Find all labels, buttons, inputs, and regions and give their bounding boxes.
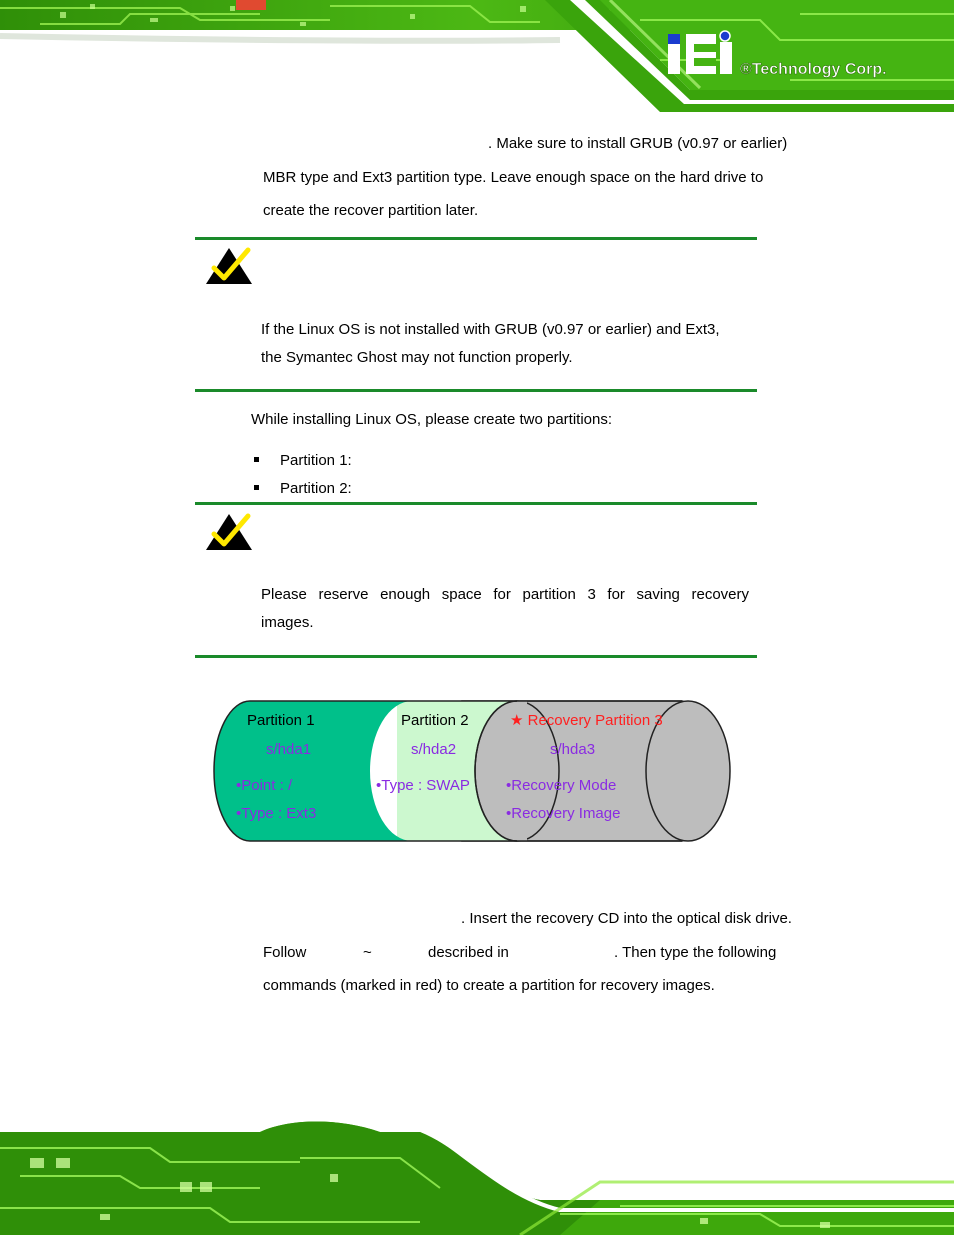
note2-line-2: images. (261, 614, 314, 631)
partition-3-device: s/hda3 (550, 741, 596, 758)
step-line-2-then: . Then type the following (614, 944, 777, 961)
partition-3-mode: •Recovery Mode (506, 777, 617, 794)
step-line-2-follow: Follow (263, 944, 307, 961)
iei-logo (668, 31, 732, 74)
step-line-3: commands (marked in red) to create a partition for recovery images. (263, 977, 715, 994)
intro-line-2: MBR type and Ext3 partition type. Leave enough space on the hard drive to (263, 169, 764, 186)
note-top-rule (195, 502, 757, 505)
partition-2-title: Partition 2 (401, 712, 469, 729)
note1-line-1: If the Linux OS is not installed with GRUB (v0.97 or earlier) and Ext3, (261, 321, 720, 338)
bullet-marker (254, 485, 259, 490)
footer-banner (0, 1118, 954, 1235)
step-line-1: . Insert the recovery CD into the optical disk drive. (461, 910, 792, 927)
note-check-icon (204, 246, 254, 286)
partition-1-type: •Type : Ext3 (236, 805, 317, 822)
partition-3-title: ★ Recovery Partition 3 (510, 712, 663, 729)
partition-1-device: s/hda1 (266, 741, 312, 758)
partition-3-image: •Recovery Image (506, 805, 621, 822)
list-item-partition-1: Partition 1: (280, 452, 352, 469)
circuit-board-header-image (0, 0, 954, 112)
partitions-intro: While installing Linux OS, please create two partitions: (251, 411, 613, 428)
note-check-icon (204, 512, 254, 552)
circuit-board-footer-image (0, 1118, 954, 1235)
header-banner (0, 0, 954, 112)
partition-2-type: •Type : SWAP (376, 777, 470, 794)
partition-1-point: •Point : / (236, 777, 293, 794)
partition-2-device: s/hda2 (411, 741, 457, 758)
note2-line-1: Please reserve enough space for partition 3 for saving recovery (261, 586, 749, 603)
note-top-rule (195, 237, 757, 240)
note1-line-2: the Symantec Ghost may not function properly. (261, 349, 573, 366)
brand-text: ®Technology Corp. (740, 61, 887, 78)
bullet-marker (254, 457, 259, 462)
partition-diagram (212, 698, 734, 845)
note-bottom-rule (195, 389, 757, 392)
intro-line-1: . Make sure to install GRUB (v0.97 or earlier) (488, 135, 788, 152)
step-line-2-tilde: ~ (363, 944, 372, 961)
step-line-2-described: described in (428, 944, 509, 961)
intro-line-3: create the recover partition later. (263, 202, 479, 219)
note-bottom-rule (195, 655, 757, 658)
partition-1-title: Partition 1 (247, 712, 315, 729)
list-item-partition-2: Partition 2: (280, 480, 352, 497)
